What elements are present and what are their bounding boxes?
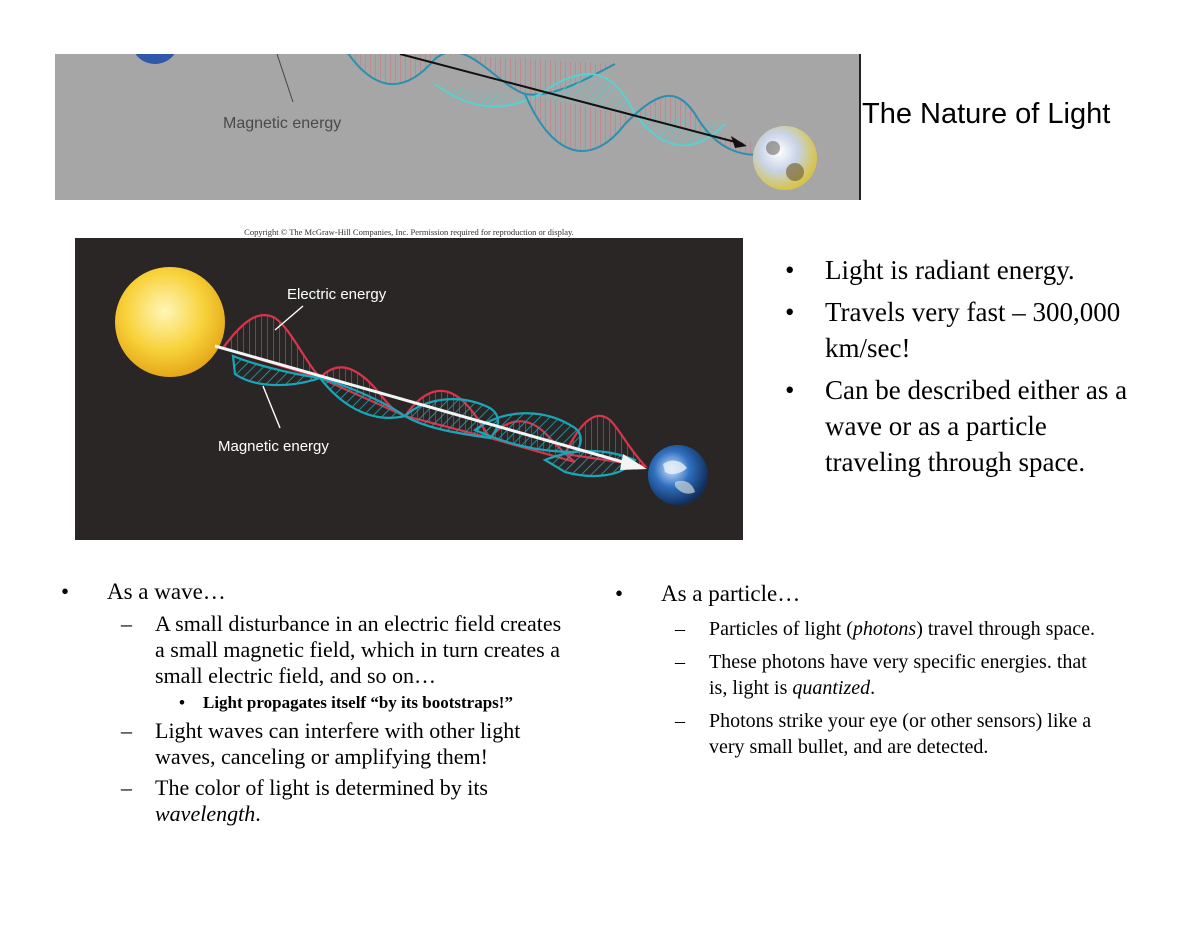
particle-sub-item: – Photons strike your eye (or other sensors) like a very small bullet, and are detected. [661,708,1101,760]
particle-item-text: These photons have very specific energies. that is, light is [709,651,1087,699]
particle-sub-list [661,616,1101,760]
particle-section [615,580,1135,767]
particle-heading: As a particle… [661,581,801,606]
magnetic-label-leader [263,386,280,428]
wave-sub-list [107,611,562,827]
photons-term: photons [852,618,917,640]
wave-subsub-item: • Light propagates itself “by its bootstraps!” [155,693,562,713]
particle-sub-item [661,616,1101,642]
wave-item-text: A small disturbance in an electric field creates a small magnetic field, which in turn creates a small electric field, and so on… [155,611,562,688]
wave-item-period: . [255,801,261,826]
light-wave-svg [75,238,743,540]
particle-heading-bullet [615,580,1135,760]
light-wave-figure [75,238,743,540]
figure-divider [859,54,861,200]
top-earth-shape [753,126,817,190]
wave-sub-item [107,611,562,713]
summary-bullet: • Light is radiant energy. [785,252,1145,288]
copyright-notice: Copyright © The McGraw-Hill Companies, Inc. Permission required for reproduction or display. [244,227,574,237]
magnetic-energy-label: Magnetic energy [218,438,329,455]
particle-item-text: Particles of light ( [709,618,853,640]
quantized-term: quantized [792,677,871,699]
slide-title: The Nature of Light [862,98,1111,130]
wavelength-term: wavelength [155,801,256,826]
summary-bullet: • Can be described either as a wave or as a particle traveling through space. [785,372,1145,480]
wave-heading: As a wave… [107,579,226,604]
top-figure-svg [55,54,861,200]
sun-edge-shape [131,54,179,64]
top-label-leader [277,54,293,102]
wave-item-text: The color of light is determined by its [155,775,488,800]
particle-item-period: . [870,677,876,699]
wave-subsub-list [155,693,562,713]
wave-sub-item [107,775,562,827]
electric-label-leader [275,306,303,330]
wave-section [61,578,581,832]
wave-sub-item: – Light waves can interfere with other light waves, canceling or amplifying them! [107,718,562,770]
top-figure-image [55,54,861,200]
particle-item-text: ) travel through space. [916,618,1096,640]
electric-energy-label: Electric energy [287,286,387,303]
particle-sub-item [661,649,1101,701]
summary-bullet-list [785,252,1145,486]
summary-bullet: • Travels very fast – 300,000 km/sec! [785,294,1145,366]
sun-shape [115,267,225,377]
wave-heading-bullet [61,578,581,827]
earth-shape [648,445,708,505]
top-magnetic-energy-label: Magnetic energy [223,115,342,132]
